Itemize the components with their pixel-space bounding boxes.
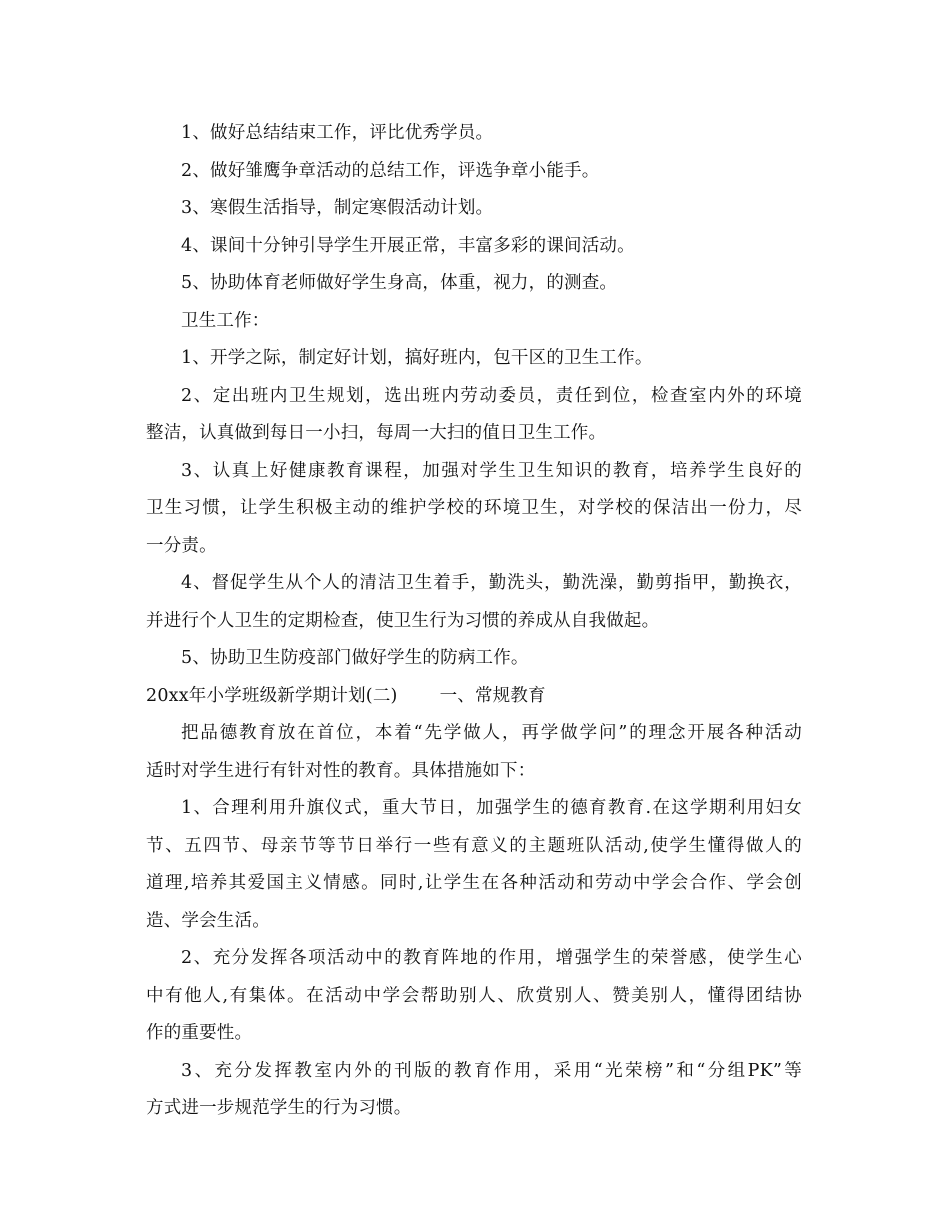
paragraph-line: 1、开学之际，制定好计划，搞好班内，包干区的卫生工作。 bbox=[181, 348, 653, 368]
paragraph-line: 道理,培养其爱国主义情感。同时,让学生在各种活动和劳动中学会合作、学会创 bbox=[146, 873, 802, 893]
paragraph-line: 1、合理利用升旗仪式，重大节日，加强学生的德育教育.在这学期利用妇女 bbox=[181, 798, 802, 818]
paragraph-line: 5、协助卫生防疫部门做好学生的防病工作。 bbox=[181, 648, 529, 668]
section-heading: 卫生工作： bbox=[181, 310, 270, 331]
paragraph-line: 2、充分发挥各项活动中的教育阵地的作用，增强学生的荣誉感，使学生心 bbox=[181, 948, 802, 968]
paragraph-line: 5、协助体育老师做好学生身高，体重，视力，的测查。 bbox=[181, 273, 618, 293]
paragraph-line: 3、充分发挥教室内外的刊版的教育作用，采用“光荣榜”和“分组PK”等 bbox=[181, 1060, 802, 1081]
document-body bbox=[146, 115, 802, 1128]
paragraph-line: 2、做好雏鹰争章活动的总结工作，评选争章小能手。 bbox=[181, 160, 600, 181]
paragraph-line: 整洁，认真做到每日一小扫，每周一大扫的值日卫生工作。 bbox=[146, 423, 607, 443]
paragraph-line: 1、做好总结结束工作，评比优秀学员。 bbox=[181, 123, 494, 143]
paragraph-line: 一分责。 bbox=[146, 535, 217, 556]
paragraph-line: 4、课间十分钟引导学生开展正常，丰富多彩的课间活动。 bbox=[181, 235, 635, 256]
paragraph-line: 把品德教育放在首位，本着“先学做人，再学做学问”的理念开展各种活动 bbox=[181, 723, 802, 743]
section-heading: 一、常规教育 bbox=[439, 685, 546, 706]
paragraph-line: 适时对学生进行有针对性的教育。具体措施如下： bbox=[146, 760, 536, 781]
paragraph-line: 并进行个人卫生的定期检查，使卫生行为习惯的养成从自我做起。 bbox=[146, 610, 660, 631]
paragraph-line: 节、五四节、母亲节等节日举行一些有意义的主题班队活动,使学生懂得做人的 bbox=[146, 835, 802, 856]
paragraph-line: 作的重要性。 bbox=[146, 1023, 253, 1043]
document-title: 20xx年小学班级新学期计划(二) bbox=[146, 685, 398, 706]
paragraph-line: 造、学会生活。 bbox=[146, 910, 270, 931]
paragraph-line: 方式进一步规范学生的行为习惯。 bbox=[146, 1098, 412, 1118]
paragraph-line: 中有他人,有集体。在活动中学会帮助别人、欣赏别人、赞美别人，懂得团结协 bbox=[146, 985, 802, 1006]
paragraph-line: 2、定出班内卫生规划，选出班内劳动委员，责任到位，检查室内外的环境 bbox=[181, 385, 802, 406]
paragraph-line: 3、认真上好健康教育课程，加强对学生卫生知识的教育，培养学生良好的 bbox=[181, 460, 802, 481]
document-title-line bbox=[146, 678, 802, 716]
paragraph-line: 4、督促学生从个人的清洁卫生着手，勤洗头，勤洗澡，勤剪指甲，勤换衣， bbox=[181, 573, 802, 593]
paragraph-line: 卫生习惯，让学生积极主动的维护学校的环境卫生，对学校的保洁出一份力，尽 bbox=[146, 498, 802, 518]
paragraph-line: 3、寒假生活指导，制定寒假活动计划。 bbox=[181, 198, 494, 218]
